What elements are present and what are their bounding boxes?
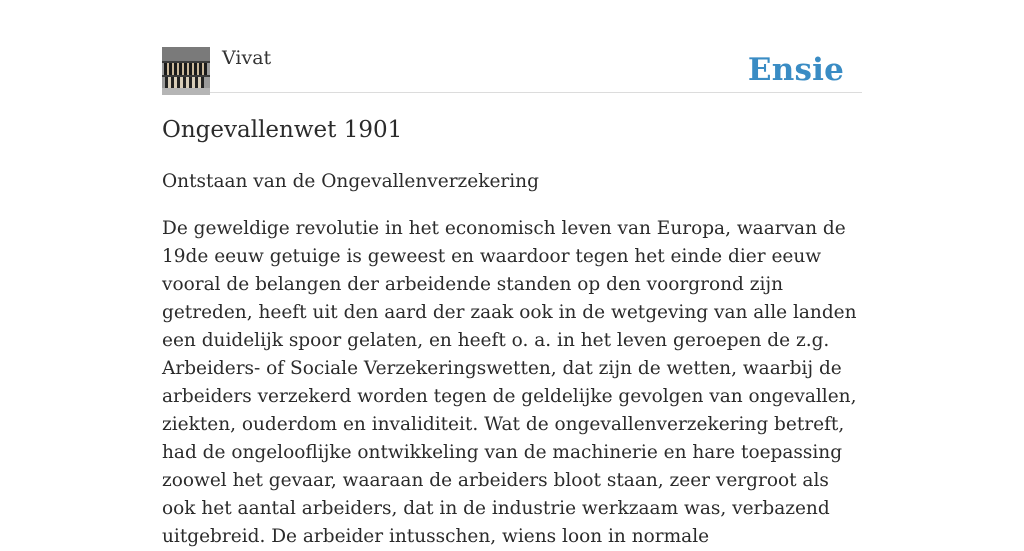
article-subtitle: Ontstaan van de Ongevallenverzekering bbox=[162, 171, 539, 192]
header bbox=[162, 46, 862, 93]
brand-logo[interactable]: Ensie bbox=[747, 52, 844, 88]
author-name[interactable]: Vivat bbox=[222, 47, 272, 69]
page-title: Ongevallenwet 1901 bbox=[162, 117, 403, 143]
bookshelf-avatar-icon[interactable] bbox=[162, 47, 210, 95]
article-body: De geweldige revolutie in het economisch leven van Europa, waarvan de 19de eeuw getuige is geweest en waardoor tegen het einde dier eeuw vooral de belangen der arbeidende standen op den voorgrond zijn getreden, heeft uit den aard der zaak ook in de wetgeving van alle landen een duidelijk spoor gelaten, en heeft o. a. in het leven geroepen de z.g. Arbeiders- of Sociale Verzekeringswetten, dat zijn de wetten, waarbij de arbeiders verzekerd worden tegen de geldelijke gevolgen van ongevallen, ziekten, ouderdom en invaliditeit. Wat de ongevallenverzekering betreft, had de ongelooflijke ontwikkeling van de machinerie en hare toepassing zoowel het gevaar, waaraan de arbeiders bloot staan, zeer vergroot als ook het aantal arbeiders, dat in de industrie werkzaam was, verbazend uitgebreid. De arbeider intusschen, wiens loon in normale bbox=[162, 218, 857, 547]
